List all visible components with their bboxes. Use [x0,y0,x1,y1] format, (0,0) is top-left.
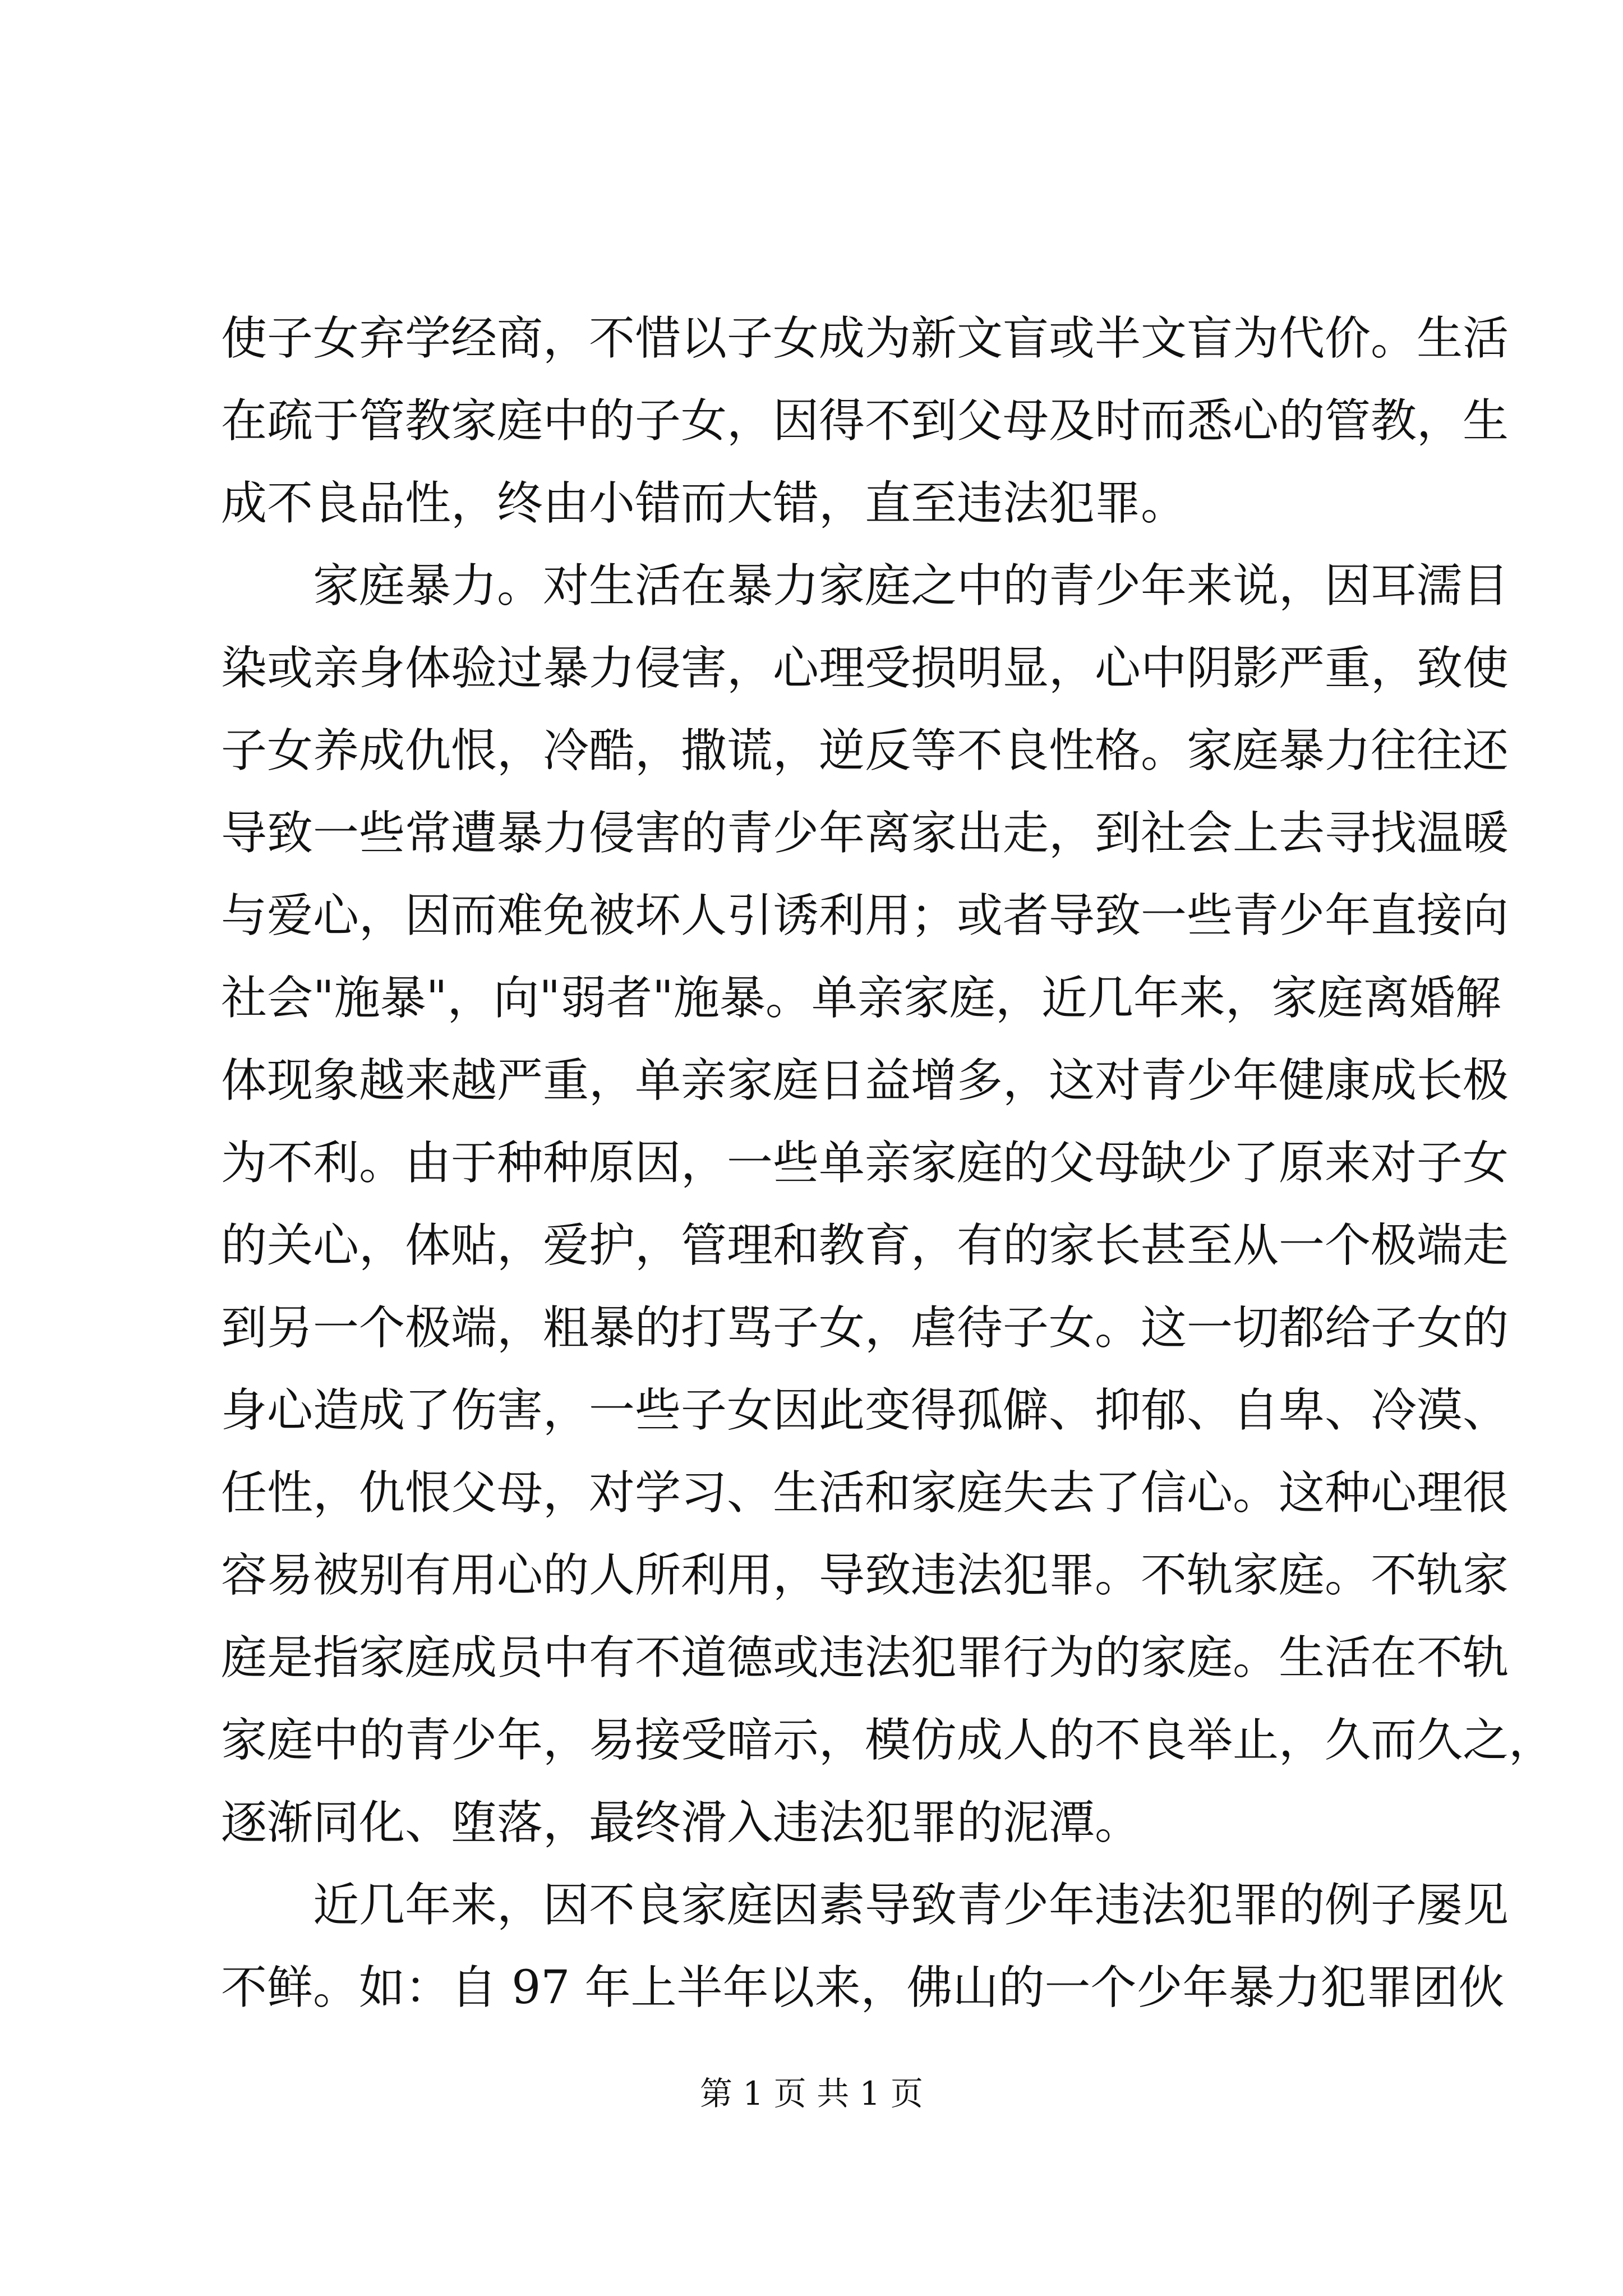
text-line: 子女养成仇恨，冷酷，撒谎，逆反等不良性格。家庭暴力往往还 [221,724,1509,777]
page-footer [0,2071,1623,2116]
text-line: 到另一个极端，粗暴的打骂子女，虐待子女。这一切都给子女的 [221,1301,1509,1355]
text-line: 与爱心，因而难免被坏人引诱利用；或者导致一些青少年直接向 [221,889,1509,942]
paragraph-1 [221,297,1509,545]
text-line: 家庭暴力。对生活在暴力家庭之中的青少年来说，因耳濡目 [313,559,1509,613]
text-line: 在疏于管教家庭中的子女，因得不到父母及时而悉心的管教，生 [221,394,1509,448]
paragraph-2 [221,545,1555,1864]
page-number-label: 第 1 页 共 1 页 [700,2074,923,2113]
text-line: 体现象越来越严重，单亲家庭日益增多，这对青少年健康成长极 [221,1054,1509,1107]
text-line: 身心造成了伤害，一些子女因此变得孤僻、抑郁、自卑、冷漠、 [221,1384,1509,1437]
body-text [221,297,1555,2029]
text-line: 染或亲身体验过暴力侵害，心理受损明显，心中阴影严重，致使 [221,642,1509,695]
text-line: 的关心，体贴，爱护，管理和教育，有的家长甚至从一个极端走 [221,1219,1509,1272]
text-line: 为不利。由于种种原因，一些单亲家庭的父母缺少了原来对子女 [221,1137,1509,1190]
text-line: 成不良品性，终由小错而大错，直至违法犯罪。 [221,477,1187,530]
text-line: 使子女弃学经商，不惜以子女成为新文盲或半文盲为代价。生活 [221,312,1509,365]
text-line: 社会"施暴"，向"弱者"施暴。单亲家庭，近几年来，家庭离婚解 [221,972,1501,1025]
text-line: 不鲜。如：自 97 年上半年以来，佛山的一个少年暴力犯罪团伙 [221,1961,1505,2014]
text-line: 近几年来，因不良家庭因素导致青少年违法犯罪的例子屡见 [313,1879,1509,1932]
text-line: 导致一些常遭暴力侵害的青少年离家出走，到社会上去寻找温暖 [221,807,1509,860]
text-line: 逐渐同化、堕落，最终滑入违法犯罪的泥潭。 [221,1796,1141,1849]
text-line: 家庭中的青少年，易接受暗示，模仿成人的不良举止，久而久之， [221,1714,1555,1767]
paragraph-3 [221,1864,1509,2029]
text-line: 庭是指家庭成员中有不道德或违法犯罪行为的家庭。生活在不轨 [221,1631,1509,1685]
text-line: 任性，仇恨父母，对学习、生活和家庭失去了信心。这种心理很 [221,1466,1509,1520]
text-line: 容易被别有用心的人所利用，导致违法犯罪。不轨家庭。不轨家 [221,1549,1509,1602]
